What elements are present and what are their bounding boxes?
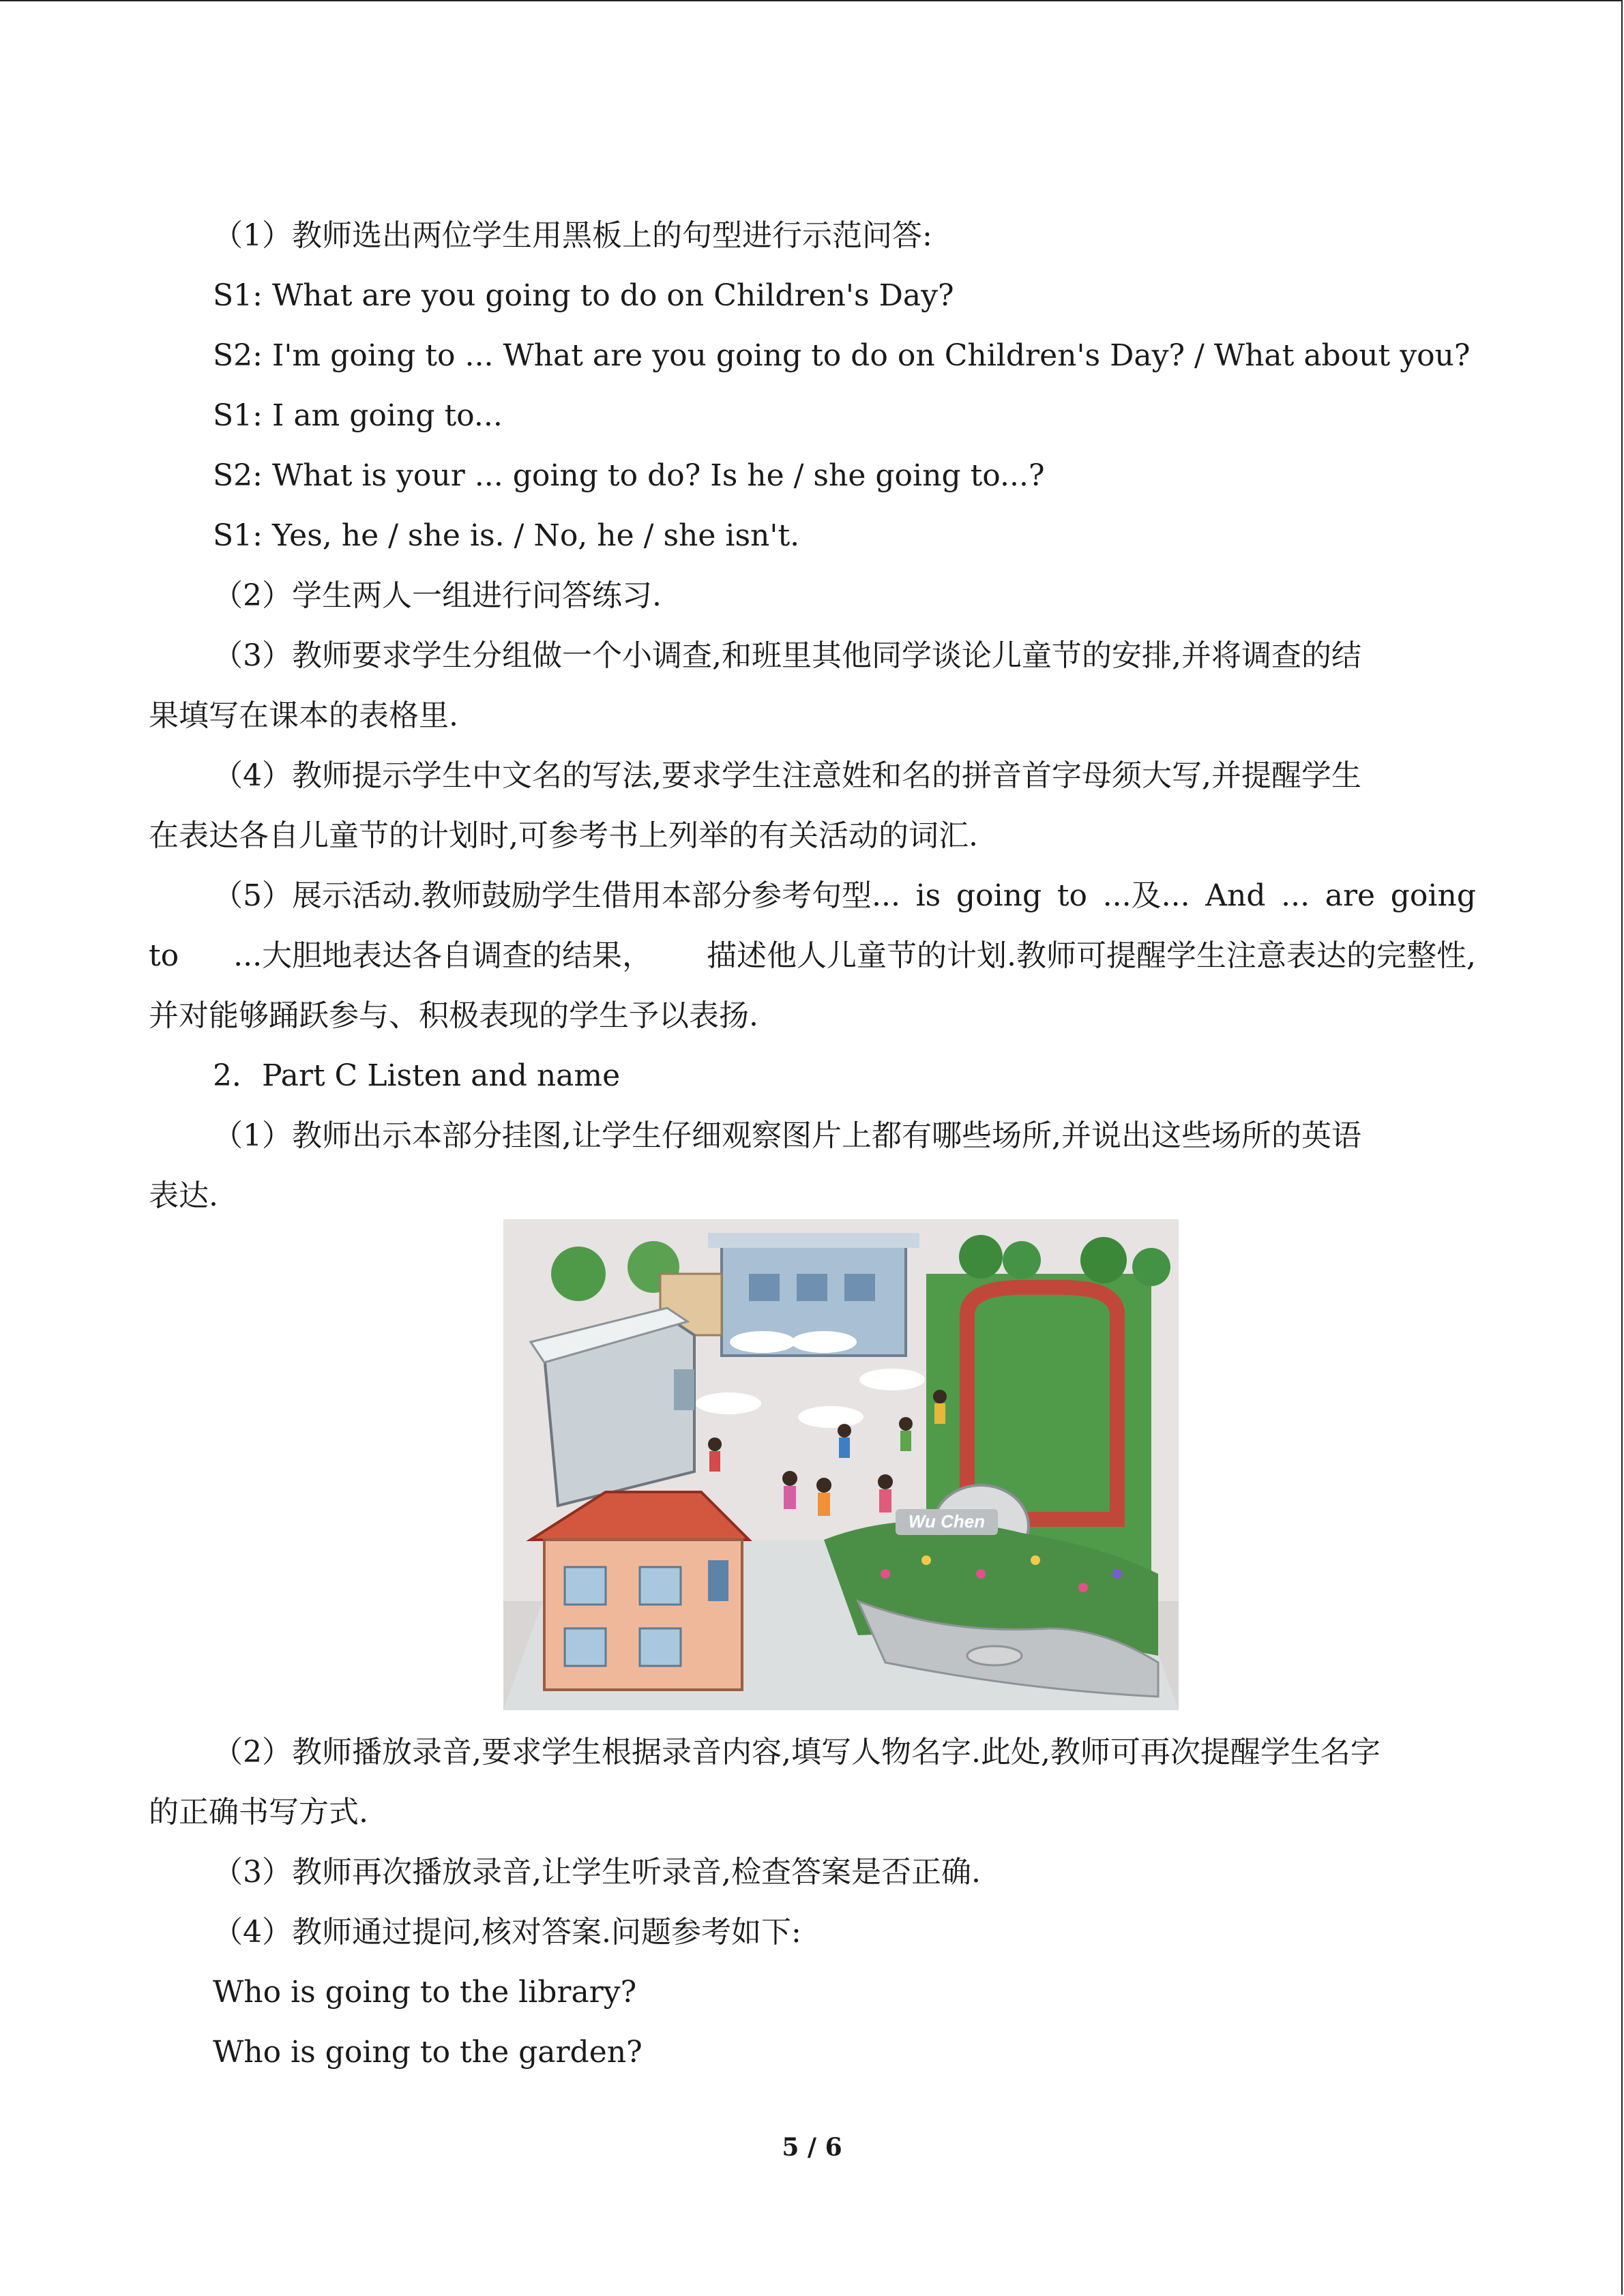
- paragraph-q2-line-2: 的正确书写方式.: [149, 1795, 368, 1830]
- word: is: [915, 878, 941, 913]
- word: are: [1325, 878, 1376, 913]
- word: ...及...: [1102, 878, 1190, 913]
- paragraph-2: （2）学生两人一组进行问答练习.: [213, 578, 662, 613]
- dialogue-line-1: S1: What are you going to do on Children's Day?: [213, 278, 954, 313]
- word: to: [149, 938, 179, 973]
- word: going: [956, 878, 1042, 913]
- question-1: Who is going to the library?: [213, 1975, 637, 2010]
- paragraph-5-line-3: 并对能够踊跃参与、积极表现的学生予以表扬.: [149, 998, 758, 1033]
- word: to: [1057, 878, 1087, 913]
- paragraph-3-line-1: （3）教师要求学生分组做一个小调查,和班里其他同学谈论儿童节的安排,并将调查的结: [213, 638, 1361, 673]
- paragraph-5-line-1: [213, 876, 1476, 916]
- question-2: Who is going to the garden?: [213, 2035, 643, 2070]
- paragraph-q4: （4）教师通过提问,核对答案.问题参考如下:: [213, 1915, 801, 1950]
- word: ...大胆地表达各自调查的结果，: [233, 938, 653, 973]
- school-illustration: [503, 1219, 1179, 1710]
- paragraph-4-line-1: （4）教师提示学生中文名的写法,要求学生注意姓和名的拼音首字母须大写,并提醒学生: [213, 758, 1361, 793]
- word: 描述他人儿童节的计划.教师可提醒学生注意表达的完整性,: [707, 938, 1476, 973]
- paragraph-5-line-2: [149, 936, 1476, 976]
- word: going: [1390, 878, 1476, 913]
- paragraph-1: （1）教师选出两位学生用黑板上的句型进行示范问答:: [213, 218, 932, 253]
- word: And: [1205, 878, 1266, 913]
- paragraph-q1-line-2: 表达.: [149, 1178, 218, 1213]
- dialogue-line-3: S1: I am going to...: [213, 398, 503, 433]
- paragraph-q1-line-1: （1）教师出示本部分挂图,让学生仔细观察图片上都有哪些场所,并说出这些场所的英语: [213, 1118, 1361, 1153]
- page-number: 5 / 6: [782, 2133, 842, 2162]
- paragraph-4-line-2: 在表达各自儿童节的计划时,可参考书上列举的有关活动的词汇.: [149, 818, 978, 853]
- word: （5）展示活动.教师鼓励学生借用本部分参考句型...: [213, 878, 900, 913]
- paragraph-3-line-2: 果填写在课本的表格里.: [149, 698, 458, 733]
- word: ...: [1281, 878, 1310, 913]
- dialogue-line-2: S2: I'm going to ... What are you going to do on Children's Day? / What about you?: [213, 338, 1471, 373]
- dialogue-line-4: S2: What is your ... going to do? Is he / she going to...?: [213, 458, 1045, 493]
- paragraph-q3: （3）教师再次播放录音,让学生听录音,检查答案是否正确.: [213, 1855, 981, 1890]
- illustration-label: Wu Chen: [908, 1511, 986, 1532]
- paragraph-q2-line-1: （2）教师播放录音,要求学生根据录音内容,填写人物名字.此处,教师可再次提醒学生名字: [213, 1735, 1381, 1770]
- section-heading: 2．Part C Listen and name: [213, 1058, 621, 1093]
- dialogue-line-5: S1: Yes, he / she is. / No, he / she isn't.: [213, 518, 800, 553]
